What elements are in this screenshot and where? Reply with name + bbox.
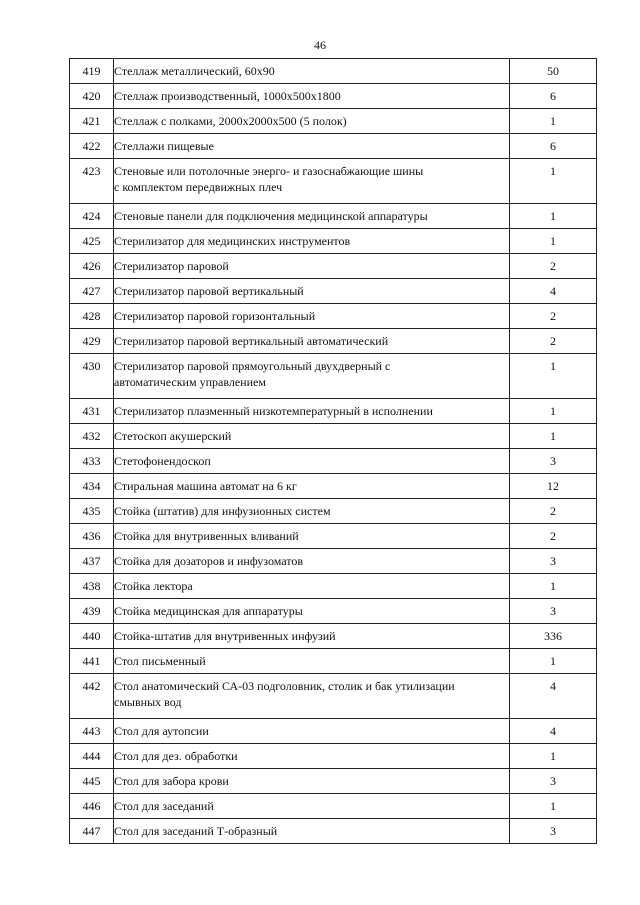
row-number: 419	[70, 59, 114, 84]
row-number: 443	[70, 719, 114, 744]
item-name-line: с комплектом передвижных плеч	[114, 180, 283, 194]
row-number: 420	[70, 84, 114, 109]
item-quantity: 4	[510, 279, 597, 304]
item-quantity: 6	[510, 134, 597, 159]
item-name-line: Стеновые или потолочные энерго- и газоснабжающие шины	[114, 164, 424, 178]
row-number: 447	[70, 819, 114, 844]
item-name: Стетофонендоскоп	[114, 449, 510, 474]
item-name: Стеллаж с полками, 2000х2000х500 (5 полок)	[114, 109, 510, 134]
item-name: Стеллаж металлический, 60х90	[114, 59, 510, 84]
row-number: 424	[70, 204, 114, 229]
row-number: 435	[70, 499, 114, 524]
row-number: 437	[70, 549, 114, 574]
row-number: 423	[70, 159, 114, 204]
table-row	[70, 424, 597, 449]
item-name: Стойка медицинская для аппаратуры	[114, 599, 510, 624]
item-quantity: 1	[510, 399, 597, 424]
row-number: 441	[70, 649, 114, 674]
item-quantity: 6	[510, 84, 597, 109]
item-quantity: 3	[510, 769, 597, 794]
table-row	[70, 159, 597, 204]
table-row	[70, 304, 597, 329]
item-quantity: 3	[510, 549, 597, 574]
item-quantity: 1	[510, 204, 597, 229]
row-number: 422	[70, 134, 114, 159]
row-number: 428	[70, 304, 114, 329]
table-row	[70, 574, 597, 599]
item-name	[114, 159, 510, 204]
table-row	[70, 399, 597, 424]
item-name: Стойка-штатив для внутривенных инфузий	[114, 624, 510, 649]
row-number: 426	[70, 254, 114, 279]
row-number: 445	[70, 769, 114, 794]
row-number: 425	[70, 229, 114, 254]
item-quantity: 50	[510, 59, 597, 84]
row-number: 427	[70, 279, 114, 304]
table-row	[70, 674, 597, 719]
item-quantity: 4	[510, 674, 597, 719]
item-quantity: 4	[510, 719, 597, 744]
item-quantity: 3	[510, 819, 597, 844]
item-quantity: 1	[510, 159, 597, 204]
item-name: Стол для забора крови	[114, 769, 510, 794]
item-name: Стойка для дозаторов и инфузоматов	[114, 549, 510, 574]
row-number: 432	[70, 424, 114, 449]
row-number: 436	[70, 524, 114, 549]
table-row	[70, 719, 597, 744]
item-quantity: 3	[510, 449, 597, 474]
item-name: Стол для дез. обработки	[114, 744, 510, 769]
item-name: Стойка для внутривенных вливаний	[114, 524, 510, 549]
item-quantity: 1	[510, 109, 597, 134]
item-name: Стол для аутопсии	[114, 719, 510, 744]
item-name: Стиральная машина автомат на 6 кг	[114, 474, 510, 499]
item-name: Стерилизатор паровой	[114, 254, 510, 279]
inventory-table	[69, 58, 597, 844]
item-quantity: 2	[510, 304, 597, 329]
table-row	[70, 599, 597, 624]
item-name: Стойка (штатив) для инфузионных систем	[114, 499, 510, 524]
row-number: 446	[70, 794, 114, 819]
table-row	[70, 474, 597, 499]
row-number: 434	[70, 474, 114, 499]
item-name	[114, 354, 510, 399]
table-row	[70, 254, 597, 279]
item-quantity: 1	[510, 354, 597, 399]
page-number: 46	[314, 38, 326, 52]
item-quantity: 1	[510, 574, 597, 599]
row-number: 430	[70, 354, 114, 399]
item-quantity: 1	[510, 229, 597, 254]
item-name-line: смывных вод	[114, 695, 182, 709]
item-name: Стол для заседаний Т-образный	[114, 819, 510, 844]
table-row	[70, 279, 597, 304]
row-number: 431	[70, 399, 114, 424]
table-row	[70, 744, 597, 769]
table-row	[70, 769, 597, 794]
item-name: Стетоскоп акушерский	[114, 424, 510, 449]
item-quantity: 12	[510, 474, 597, 499]
table-row	[70, 499, 597, 524]
item-quantity: 2	[510, 499, 597, 524]
item-name: Стол для заседаний	[114, 794, 510, 819]
row-number: 439	[70, 599, 114, 624]
item-quantity: 2	[510, 254, 597, 279]
item-name: Стойка лектора	[114, 574, 510, 599]
item-name: Стерилизатор плазменный низкотемпературный в исполнении	[114, 399, 510, 424]
table-row	[70, 624, 597, 649]
item-quantity: 2	[510, 524, 597, 549]
table-row	[70, 84, 597, 109]
table-row	[70, 449, 597, 474]
item-name: Стерилизатор паровой вертикальный	[114, 279, 510, 304]
item-quantity: 1	[510, 424, 597, 449]
item-name: Стерилизатор паровой горизонтальный	[114, 304, 510, 329]
row-number: 440	[70, 624, 114, 649]
row-number: 444	[70, 744, 114, 769]
table-row	[70, 794, 597, 819]
item-name-line: автоматическим управлением	[114, 375, 266, 389]
item-quantity: 1	[510, 794, 597, 819]
item-name: Стеллаж производственный, 1000х500х1800	[114, 84, 510, 109]
table-row	[70, 229, 597, 254]
table-row	[70, 524, 597, 549]
row-number: 429	[70, 329, 114, 354]
item-name: Стерилизатор для медицинских инструментов	[114, 229, 510, 254]
row-number: 433	[70, 449, 114, 474]
table-row	[70, 134, 597, 159]
item-quantity: 2	[510, 329, 597, 354]
table-row	[70, 649, 597, 674]
row-number: 421	[70, 109, 114, 134]
table-row	[70, 204, 597, 229]
table-row	[70, 109, 597, 134]
table-row	[70, 329, 597, 354]
item-name-line: Стол анатомический СА-03 подголовник, столик и бак утилизации	[114, 679, 455, 693]
table-row	[70, 354, 597, 399]
table-row	[70, 549, 597, 574]
item-quantity: 3	[510, 599, 597, 624]
table-row	[70, 819, 597, 844]
item-quantity: 336	[510, 624, 597, 649]
item-name: Стеновые панели для подключения медицинской аппаратуры	[114, 204, 510, 229]
inventory-table-body	[70, 59, 597, 844]
item-quantity: 1	[510, 744, 597, 769]
item-name: Стол письменный	[114, 649, 510, 674]
item-name: Стерилизатор паровой вертикальный автоматический	[114, 329, 510, 354]
table-row	[70, 59, 597, 84]
row-number: 438	[70, 574, 114, 599]
item-name-line: Стерилизатор паровой прямоугольный двухдверный с	[114, 359, 391, 373]
item-name: Стеллажи пищевые	[114, 134, 510, 159]
row-number: 442	[70, 674, 114, 719]
item-quantity: 1	[510, 649, 597, 674]
item-name	[114, 674, 510, 719]
